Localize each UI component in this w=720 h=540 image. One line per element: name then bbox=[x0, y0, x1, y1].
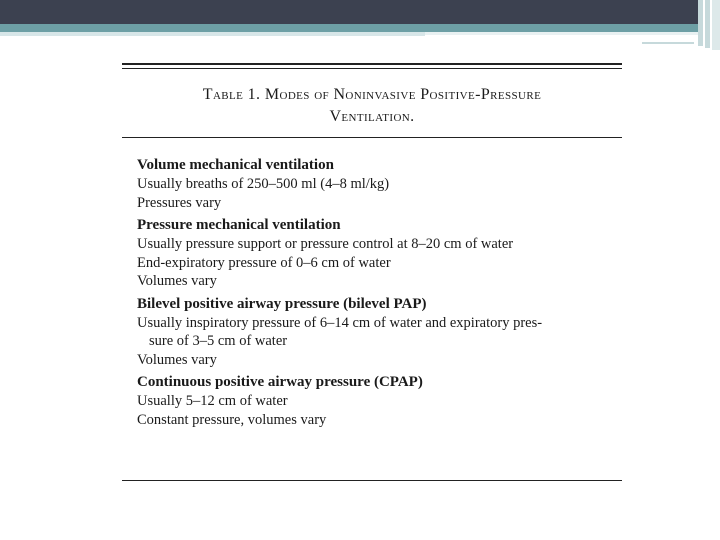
corner-decoration bbox=[705, 0, 710, 48]
section-heading: Continuous positive airway pressure (CPAP) bbox=[137, 374, 423, 390]
table-caption bbox=[122, 84, 622, 128]
section-line: Constant pressure, volumes vary bbox=[137, 411, 327, 428]
section-line: Usually breaths of 250–500 ml (4–8 ml/kg) bbox=[137, 176, 390, 192]
table-header-rule bbox=[122, 137, 622, 138]
section-line: Pressures vary bbox=[137, 194, 222, 211]
section-heading: Volume mechanical ventilation bbox=[137, 157, 334, 173]
header-bar-light-secondary bbox=[425, 32, 698, 35]
header-bar-teal bbox=[0, 24, 698, 32]
header-bar-light bbox=[0, 32, 425, 36]
section-line: Volumes vary bbox=[137, 273, 217, 289]
section-line: Usually inspiratory pressure of 6–14 cm of water and expiratory pres- bbox=[137, 314, 543, 331]
section-line: Usually 5–12 cm of water bbox=[137, 393, 288, 409]
section-line: Usually pressure support or pressure control at 8–20 cm of water bbox=[137, 236, 514, 252]
section-heading: Pressure mechanical ventilation bbox=[137, 217, 341, 233]
table-top-rule bbox=[122, 63, 622, 65]
table-bottom-rule bbox=[122, 480, 622, 481]
section-line: End-expiratory pressure of 0–6 cm of water bbox=[137, 254, 391, 271]
table-top-rule-thin bbox=[122, 68, 622, 69]
table-caption-line: Ventilation. bbox=[329, 108, 415, 125]
section-line-continued: sure of 3–5 cm of water bbox=[149, 333, 288, 349]
table-body bbox=[137, 155, 612, 432]
section-heading: Bilevel positive airway pressure (bilevel PAP) bbox=[137, 295, 427, 312]
corner-decoration bbox=[712, 0, 720, 50]
table-caption-line: Table 1. Modes of Noninvasive Positive-Pressure bbox=[202, 86, 542, 103]
corner-decoration-line bbox=[642, 42, 694, 44]
section-line: Volumes vary bbox=[137, 351, 217, 368]
corner-decoration bbox=[698, 0, 703, 46]
table-section bbox=[137, 372, 612, 429]
table-section bbox=[137, 155, 612, 212]
table-section bbox=[137, 294, 612, 370]
header-bar-dark bbox=[0, 0, 698, 24]
table-section bbox=[137, 215, 612, 291]
